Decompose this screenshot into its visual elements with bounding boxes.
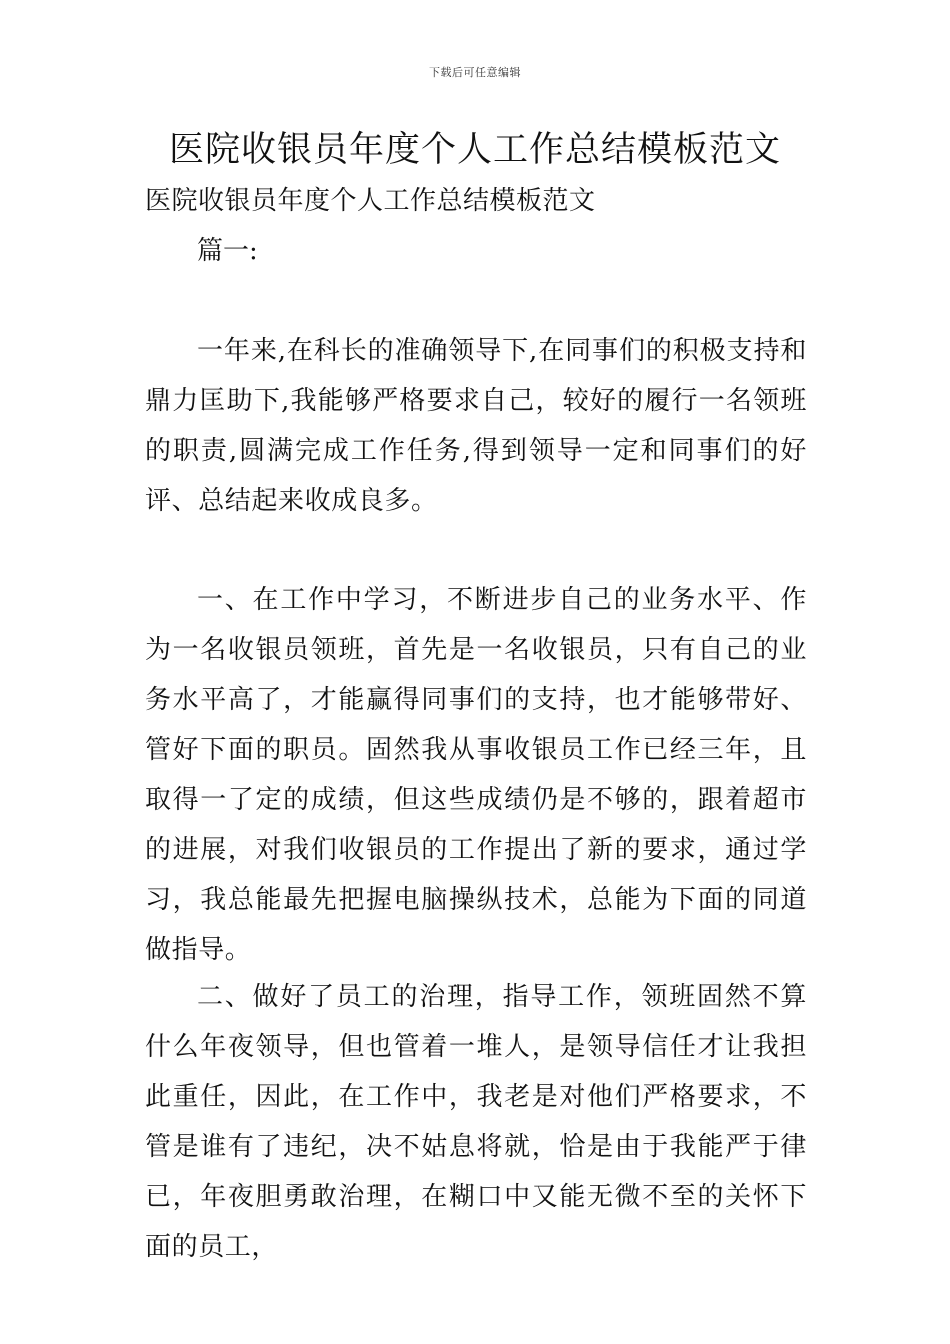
paragraph-management: 二、做好了员工的治理，指导工作，领班固然不算什么年夜领导，但也管着一堆人，是领导信任才让我担此重任，因此，在工作中，我老是对他们严格要求，不管是谁有了违纪，决不姑息将就，恰是由于我能严于律已，年夜胆勇敢治理，在糊口中又能无微不至的关怀下面的员工， [145, 982, 807, 1262]
header-note: 下载后可任意编辑 [429, 66, 521, 79]
document-title: 医院收银员年度个人工作总结模板范文 [168, 130, 781, 170]
paragraph-learning: 一、在工作中学习，不断进步自己的业务水平、作为一名收银员领班，首先是一名收银员，只有自己的业务水平高了，才能赢得同事们的支持，也才能够带好、管好下面的职员。固然我从事收银员工作已经三年，且取得一了定的成绩，但这些成绩仍是不够的，跟着超市的进展，对我们收银员的工作提出了新的要求，通过学习，我总能最先把握电脑操纵技术，总能为下面的同道做指导。 [145, 585, 807, 965]
paragraph-intro: 一年来,在科长的准确领导下,在同事们的积极支持和鼎力匡助下,我能够严格要求自己，较好的履行一名领班的职责,圆满完成工作任务,得到领导一定和同事们的好评、总结起来收成良多。 [145, 336, 807, 516]
document-subtitle: 医院收银员年度个人工作总结模板范文 [145, 186, 596, 216]
section-label: 篇一: [197, 236, 258, 266]
